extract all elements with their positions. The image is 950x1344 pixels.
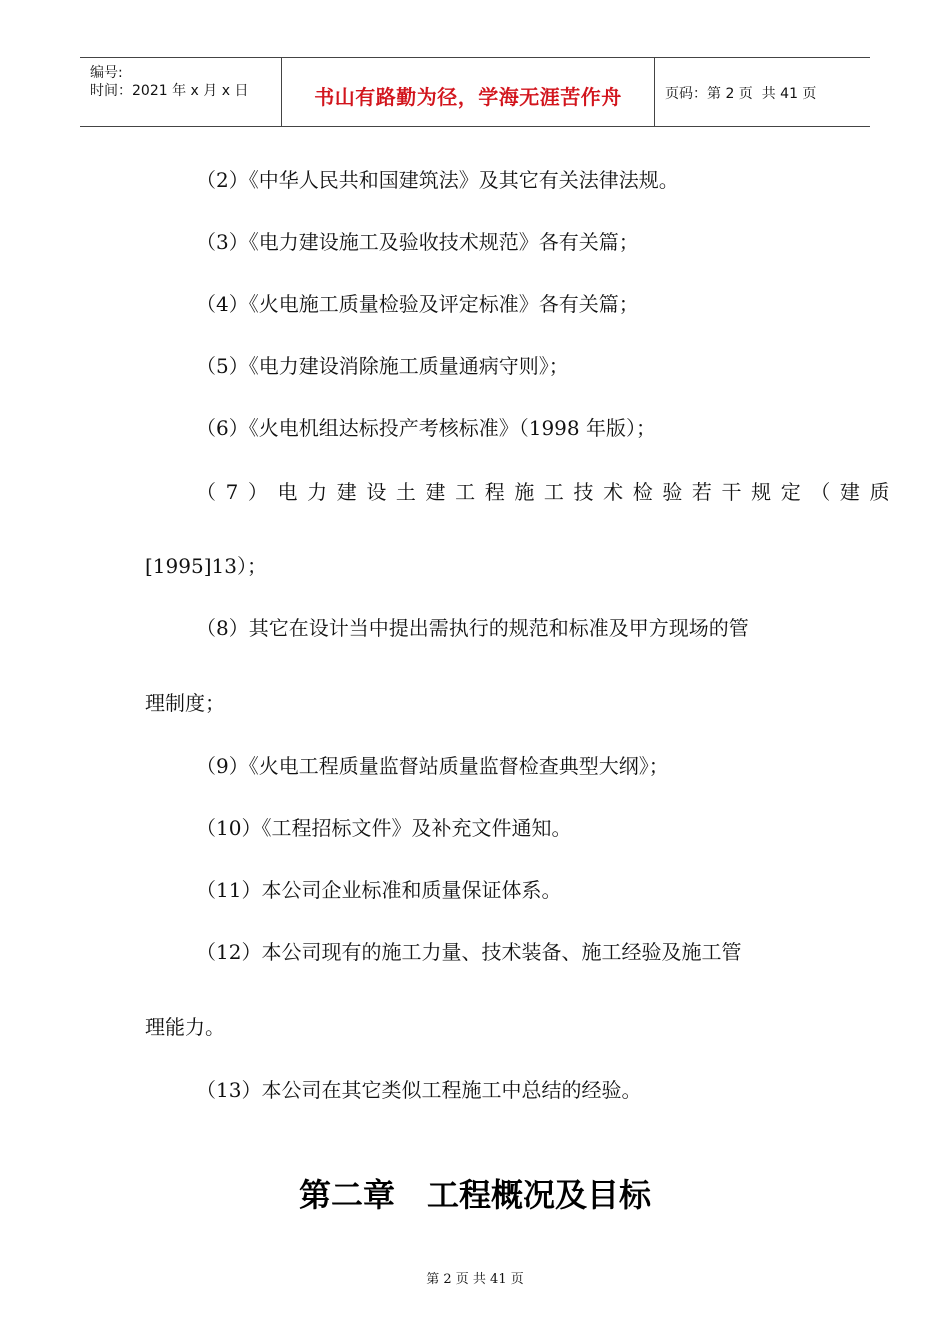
list-item-continuation: 理能力。 — [145, 1015, 225, 1039]
list-item: （13）本公司在其它类似工程施工中总结的经验。 — [196, 1078, 642, 1102]
list-item: （12）本公司现有的施工力量、技术装备、施工经验及施工管 — [196, 940, 742, 964]
list-item: （7）电力建设土建工程施工技术检验若干规定（建质 — [196, 480, 900, 504]
document-number-label: 编号: — [90, 65, 123, 81]
list-item: （8）其它在设计当中提出需执行的规范和标准及甲方现场的管 — [196, 616, 749, 640]
chapter-title: 第二章 工程概况及目标 — [298, 1176, 651, 1214]
list-item-continuation: 理制度； — [145, 691, 225, 715]
page-header — [80, 57, 870, 127]
header-motto: 书山有路勤为径，学海无涯苦作舟 — [314, 85, 622, 109]
header-page-number: 页码：第 2 页 共 41 页 — [665, 86, 817, 102]
page-footer: 第 2 页 共 41 页 — [426, 1272, 524, 1287]
list-item-continuation: [1995]13）； — [145, 554, 267, 578]
header-motto-cell — [282, 58, 655, 126]
header-page-cell — [655, 58, 870, 126]
document-date-label: 时间：2021 年 x 月 x 日 — [90, 83, 249, 99]
list-item: （2）《中华人民共和国建筑法》及其它有关法律法规。 — [196, 168, 679, 192]
list-item: （4）《火电施工质量检验及评定标准》各有关篇； — [196, 292, 639, 316]
list-item: （9）《火电工程质量监督站质量监督检查典型大纲》； — [196, 754, 669, 778]
list-item: （6）《火电机组达标投产考核标准》（1998 年版）； — [196, 416, 656, 440]
list-item: （10）《工程招标文件》及补充文件通知。 — [196, 816, 572, 840]
list-item: （11）本公司企业标准和质量保证体系。 — [196, 878, 562, 902]
list-item: （5）《电力建设消除施工质量通病守则》； — [196, 354, 569, 378]
header-meta-cell — [80, 58, 282, 126]
list-item: （3）《电力建设施工及验收技术规范》各有关篇； — [196, 230, 639, 254]
